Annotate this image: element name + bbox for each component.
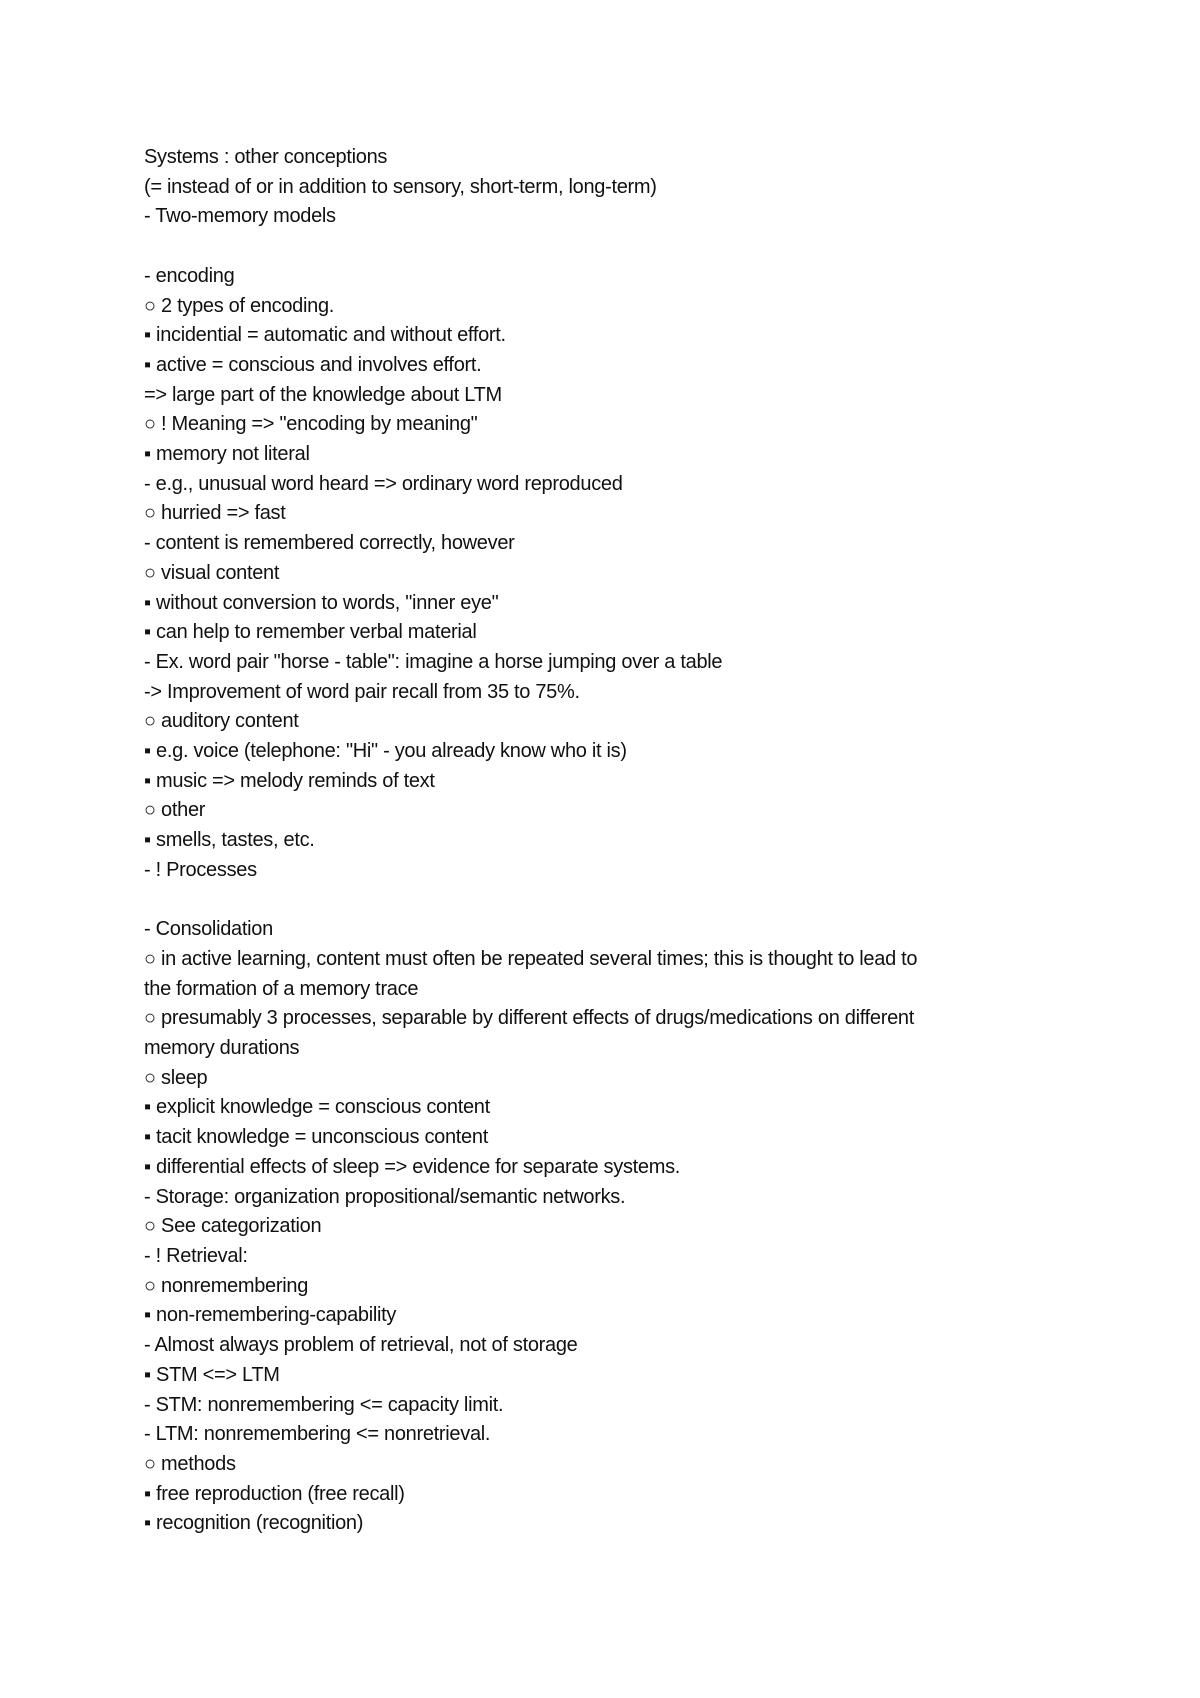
text-line: ○ sleep	[144, 1066, 208, 1089]
text-line: ▪ tacit knowledge = unconscious content	[144, 1126, 488, 1149]
text-line: memory durations	[144, 1037, 300, 1060]
text-line: ▪ free reproduction (free recall)	[144, 1482, 405, 1505]
text-line: ▪ can help to remember verbal material	[144, 621, 477, 644]
text-line: - e.g., unusual word heard => ordinary word reproduced	[144, 472, 623, 495]
text-line: ▪ non-remembering-capability	[144, 1304, 397, 1327]
text-line: ▪ without conversion to words, "inner eye"	[144, 591, 499, 614]
text-line: ▪ active = conscious and involves effort.	[144, 353, 482, 376]
text-line: - ! Retrieval:	[144, 1244, 248, 1267]
text-line: ○ methods	[144, 1452, 236, 1475]
text-line: ▪ explicit knowledge = conscious content	[144, 1096, 490, 1119]
text-line: ▪ e.g. voice (telephone: "Hi" - you already know who it is)	[144, 740, 627, 763]
text-line: ○ in active learning, content must often be repeated several times; this is thought to lead to	[144, 947, 918, 970]
text-line: ○ auditory content	[144, 710, 299, 733]
text-line: ▪ music => melody reminds of text	[144, 769, 435, 792]
text-line: ▪ incidential = automatic and without effort.	[144, 324, 506, 347]
blank-line	[144, 886, 1054, 916]
text-line: - Consolidation	[144, 918, 273, 941]
text-line: => large part of the knowledge about LTM	[144, 383, 502, 406]
text-line: - ! Processes	[144, 858, 257, 881]
text-line: - STM: nonremembering <= capacity limit.	[144, 1393, 504, 1416]
text-line: ○ 2 types of encoding.	[144, 294, 335, 317]
text-line: - LTM: nonremembering <= nonretrieval.	[144, 1423, 491, 1446]
text-line: ▪ recognition (recognition)	[144, 1512, 364, 1535]
text-line: ○ See categorization	[144, 1215, 322, 1238]
text-line: Systems : other conceptions	[144, 146, 388, 168]
text-line: - content is remembered correctly, however	[144, 532, 515, 555]
text-line: - encoding	[144, 264, 235, 287]
text-line: ▪ smells, tastes, etc.	[144, 829, 315, 852]
text-line: ○ visual content	[144, 561, 280, 584]
text-line: - Almost always problem of retrieval, not of storage	[144, 1334, 578, 1357]
text-line: - Two-memory models	[144, 205, 336, 228]
text-line: ○ hurried => fast	[144, 502, 286, 525]
text-line: ▪ memory not literal	[144, 443, 310, 466]
text-line: ○ nonremembering	[144, 1274, 309, 1297]
text-line: ▪ differential effects of sleep => evidence for separate systems.	[144, 1155, 681, 1178]
text-line: ○ ! Meaning => "encoding by meaning"	[144, 413, 478, 436]
text-line: ○ presumably 3 processes, separable by different effects of drugs/medications on different	[144, 1007, 914, 1030]
text-line: ▪ STM <=> LTM	[144, 1363, 280, 1386]
text-line: the formation of a memory trace	[144, 977, 419, 1000]
text-line: (= instead of or in addition to sensory, short-term, long-term)	[144, 175, 657, 198]
blank-line	[144, 232, 1054, 262]
text-line: - Ex. word pair "horse - table": imagine a horse jumping over a table	[144, 650, 723, 673]
document-body	[144, 143, 1054, 1539]
text-line: -> Improvement of word pair recall from 35 to 75%.	[144, 680, 580, 703]
text-line: - Storage: organization propositional/semantic networks.	[144, 1185, 626, 1208]
text-line: ○ other	[144, 799, 206, 822]
